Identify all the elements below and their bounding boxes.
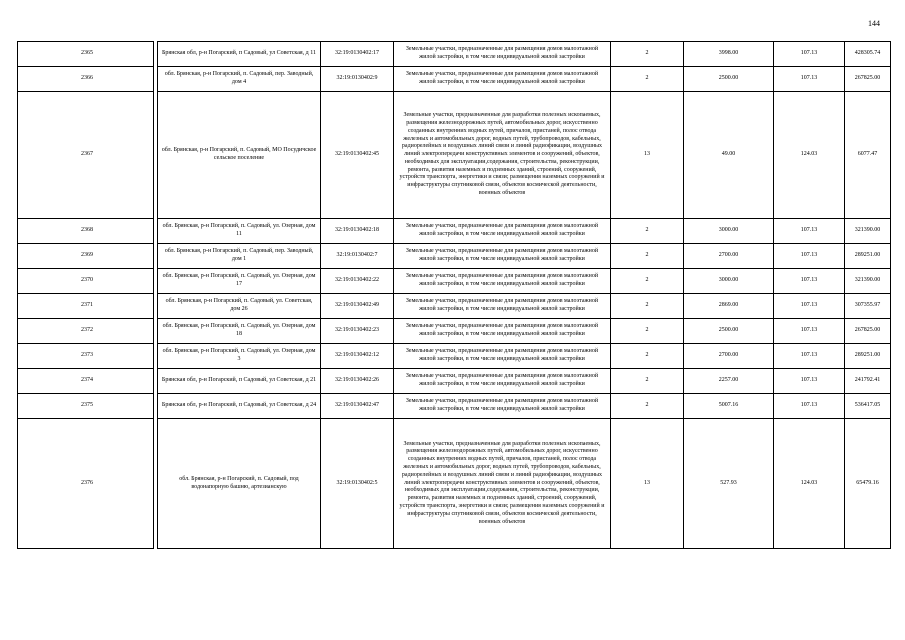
rate-cell: 107.13 <box>774 344 845 369</box>
address-cell: обл. Брянская, р-н Погарский, п. Садовый, под водонапорную башню, артезианскую <box>158 419 321 549</box>
row-number-cell: 2366 <box>18 67 154 92</box>
rate-cell: 107.13 <box>774 67 845 92</box>
row-number-cell: 2372 <box>18 319 154 344</box>
land-use-cell: Земельные участки, предназначенные для размещения домов малоэтажной жилой застройки, в том числе индивидуальной жилой застройки <box>394 294 611 319</box>
table-row <box>18 319 891 344</box>
table-row <box>18 419 891 549</box>
cadastral-value-cell: 289251.00 <box>845 244 891 269</box>
group-cell: 13 <box>611 419 684 549</box>
row-number-cell: 2367 <box>18 92 154 219</box>
table-row <box>18 344 891 369</box>
cadastral-number-cell: 32:19:0130402:12 <box>321 344 394 369</box>
group-cell: 2 <box>611 344 684 369</box>
cadastral-number-cell: 32:19:0130402:23 <box>321 319 394 344</box>
area-cell: 3998.00 <box>684 42 774 67</box>
table-row <box>18 92 891 219</box>
area-cell: 2500.00 <box>684 67 774 92</box>
group-cell: 2 <box>611 42 684 67</box>
address-cell: Брянская обл, р-н Погарский, п Садовый, ул Советская, д 21 <box>158 369 321 394</box>
area-cell: 3000.00 <box>684 269 774 294</box>
table-row <box>18 42 891 67</box>
area-cell: 2500.00 <box>684 319 774 344</box>
cadastral-number-cell: 32:19:0130402:18 <box>321 219 394 244</box>
rate-cell: 107.13 <box>774 369 845 394</box>
cadastral-value-cell: 267825.00 <box>845 67 891 92</box>
group-cell: 2 <box>611 219 684 244</box>
table-row <box>18 244 891 269</box>
address-cell: обл. Брянская, р-н Погарский, п. Садовый, пер. Заводный, дом 4 <box>158 67 321 92</box>
land-use-cell: Земельные участки, предназначенные для разработки полезных ископаемых, размещения железнодорожных путей, автомобильных дорог, искусственно созданных внутренних водных путей, причалов, пристаней, полос отвода железных и автомобильных дорог, водных путей, трубопроводов, кабельных, радиорелейных и воздушных линий связи и линий радиофикации, воздушных линий электропередачи конструктивных элементов и сооружений, объектов, необходимых для эксплуатации,содержания, строительства, реконструкции, ремонта, развития наземных и подземных зданий, строений, сооружений, устройств транспорта, энергетики и связи; размещения наземных сооружений и инфраструктуры спутниковой связи, объектов космической деятельности, военных объектов <box>394 92 611 219</box>
group-cell: 2 <box>611 294 684 319</box>
row-number-cell: 2376 <box>18 419 154 549</box>
area-cell: 2869.00 <box>684 294 774 319</box>
cadastral-value-cell: 536417.05 <box>845 394 891 419</box>
cadastral-number-cell: 32:19:0130402:5 <box>321 419 394 549</box>
table-row <box>18 369 891 394</box>
address-cell: Брянская обл, р-н Погарский, п Садовый, ул Советская, д 11 <box>158 42 321 67</box>
rate-cell: 124.03 <box>774 92 845 219</box>
cadastral-number-cell: 32:19:0130402:22 <box>321 269 394 294</box>
address-cell: обл. Брянская, р-н Погарский, п. Садовый, ул. Озерная, дом 17 <box>158 269 321 294</box>
group-cell: 2 <box>611 67 684 92</box>
group-cell: 2 <box>611 369 684 394</box>
cadastral-number-cell: 32:19:0130402:47 <box>321 394 394 419</box>
cadastral-number-cell: 32:19:0130402:17 <box>321 42 394 67</box>
cadastral-value-cell: 65479.16 <box>845 419 891 549</box>
rate-cell: 107.13 <box>774 219 845 244</box>
area-cell: 2257.00 <box>684 369 774 394</box>
cadastral-value-table <box>17 41 891 549</box>
table-row <box>18 394 891 419</box>
address-cell: обл. Брянская, р-н Погарский, п. Садовый, ул. Озерная, дом 18 <box>158 319 321 344</box>
address-cell: обл. Брянская, р-н Погарский, п. Садовый, ул. Озерная, дом 11 <box>158 219 321 244</box>
row-number-cell: 2369 <box>18 244 154 269</box>
land-use-cell: Земельные участки, предназначенные для размещения домов малоэтажной жилой застройки, в том числе индивидуальной жилой застройки <box>394 244 611 269</box>
cadastral-value-cell: 428305.74 <box>845 42 891 67</box>
area-cell: 527.93 <box>684 419 774 549</box>
rate-cell: 107.13 <box>774 294 845 319</box>
address-cell: обл. Брянская, р-н Погарский, п. Садовый, пер. Заводный, дом 1 <box>158 244 321 269</box>
table-row <box>18 294 891 319</box>
land-use-cell: Земельные участки, предназначенные для размещения домов малоэтажной жилой застройки, в том числе индивидуальной жилой застройки <box>394 219 611 244</box>
land-use-cell: Земельные участки, предназначенные для размещения домов малоэтажной жилой застройки, в том числе индивидуальной жилой застройки <box>394 344 611 369</box>
row-number-cell: 2374 <box>18 369 154 394</box>
cadastral-value-cell: 6077.47 <box>845 92 891 219</box>
rate-cell: 124.03 <box>774 419 845 549</box>
area-cell: 5007.16 <box>684 394 774 419</box>
row-number-cell: 2370 <box>18 269 154 294</box>
cadastral-value-cell: 267825.00 <box>845 319 891 344</box>
land-use-cell: Земельные участки, предназначенные для размещения домов малоэтажной жилой застройки, в том числе индивидуальной жилой застройки <box>394 42 611 67</box>
rate-cell: 107.13 <box>774 269 845 294</box>
cadastral-number-cell: 32:19:0130402:45 <box>321 92 394 219</box>
table-row <box>18 219 891 244</box>
land-use-cell: Земельные участки, предназначенные для размещения домов малоэтажной жилой застройки, в том числе индивидуальной жилой застройки <box>394 269 611 294</box>
group-cell: 2 <box>611 269 684 294</box>
cadastral-value-cell: 241792.41 <box>845 369 891 394</box>
table-row <box>18 269 891 294</box>
address-cell: обл. Брянская, р-н Погарский, п. Садовый, ул. Озерная, дом 3 <box>158 344 321 369</box>
address-cell: Брянская обл, р-н Погарский, п Садовый, ул Советская, д 24 <box>158 394 321 419</box>
rate-cell: 107.13 <box>774 394 845 419</box>
land-use-cell: Земельные участки, предназначенные для размещения домов малоэтажной жилой застройки, в том числе индивидуальной жилой застройки <box>394 67 611 92</box>
land-use-cell: Земельные участки, предназначенные для разработки полезных ископаемых, размещения железнодорожных путей, автомобильных дорог, искусственно созданных внутренних водных путей, причалов, пристаней, полос отвода железных и автомобильных дорог, водных путей, трубопроводов, кабельных, радиорелейных и воздушных линий связи и линий радиофикации, воздушных линий электропередачи конструктивных элементов и сооружений, объектов, необходимых для эксплуатации,содержания, строительства, реконструкции, ремонта, развития наземных и подземных зданий, строений, сооружений, устройств транспорта, энергетики и связи; размещения наземных сооружений и инфраструктуры спутниковой связи, объектов космической деятельности, военных объектов <box>394 419 611 549</box>
group-cell: 2 <box>611 319 684 344</box>
cadastral-number-cell: 32:19:0130402:49 <box>321 294 394 319</box>
rate-cell: 107.13 <box>774 244 845 269</box>
row-number-cell: 2375 <box>18 394 154 419</box>
row-number-cell: 2365 <box>18 42 154 67</box>
land-use-cell: Земельные участки, предназначенные для размещения домов малоэтажной жилой застройки, в том числе индивидуальной жилой застройки <box>394 319 611 344</box>
land-use-cell: Земельные участки, предназначенные для размещения домов малоэтажной жилой застройки, в том числе индивидуальной жилой застройки <box>394 394 611 419</box>
table-row <box>18 67 891 92</box>
cadastral-number-cell: 32:19:0130402:26 <box>321 369 394 394</box>
cadastral-value-cell: 321390.00 <box>845 269 891 294</box>
land-use-cell: Земельные участки, предназначенные для размещения домов малоэтажной жилой застройки, в том числе индивидуальной жилой застройки <box>394 369 611 394</box>
cadastral-value-cell: 289251.00 <box>845 344 891 369</box>
address-cell: обл. Брянская, р-н Погарский, п. Садовый, ул. Советская, дом 26 <box>158 294 321 319</box>
page-number: 144 <box>868 19 880 28</box>
cadastral-value-cell: 321390.00 <box>845 219 891 244</box>
area-cell: 2700.00 <box>684 244 774 269</box>
rate-cell: 107.13 <box>774 319 845 344</box>
area-cell: 3000.00 <box>684 219 774 244</box>
group-cell: 13 <box>611 92 684 219</box>
row-number-cell: 2371 <box>18 294 154 319</box>
row-number-cell: 2373 <box>18 344 154 369</box>
row-number-cell: 2368 <box>18 219 154 244</box>
cadastral-number-cell: 32:19:0130402:7 <box>321 244 394 269</box>
group-cell: 2 <box>611 394 684 419</box>
area-cell: 2700.00 <box>684 344 774 369</box>
group-cell: 2 <box>611 244 684 269</box>
area-cell: 49.00 <box>684 92 774 219</box>
address-cell: обл. Брянская, р-н Погарский, п. Садовый, МО Посудичское сельское поселение <box>158 92 321 219</box>
rate-cell: 107.13 <box>774 42 845 67</box>
cadastral-number-cell: 32:19:0130402:9 <box>321 67 394 92</box>
cadastral-value-cell: 307355.97 <box>845 294 891 319</box>
